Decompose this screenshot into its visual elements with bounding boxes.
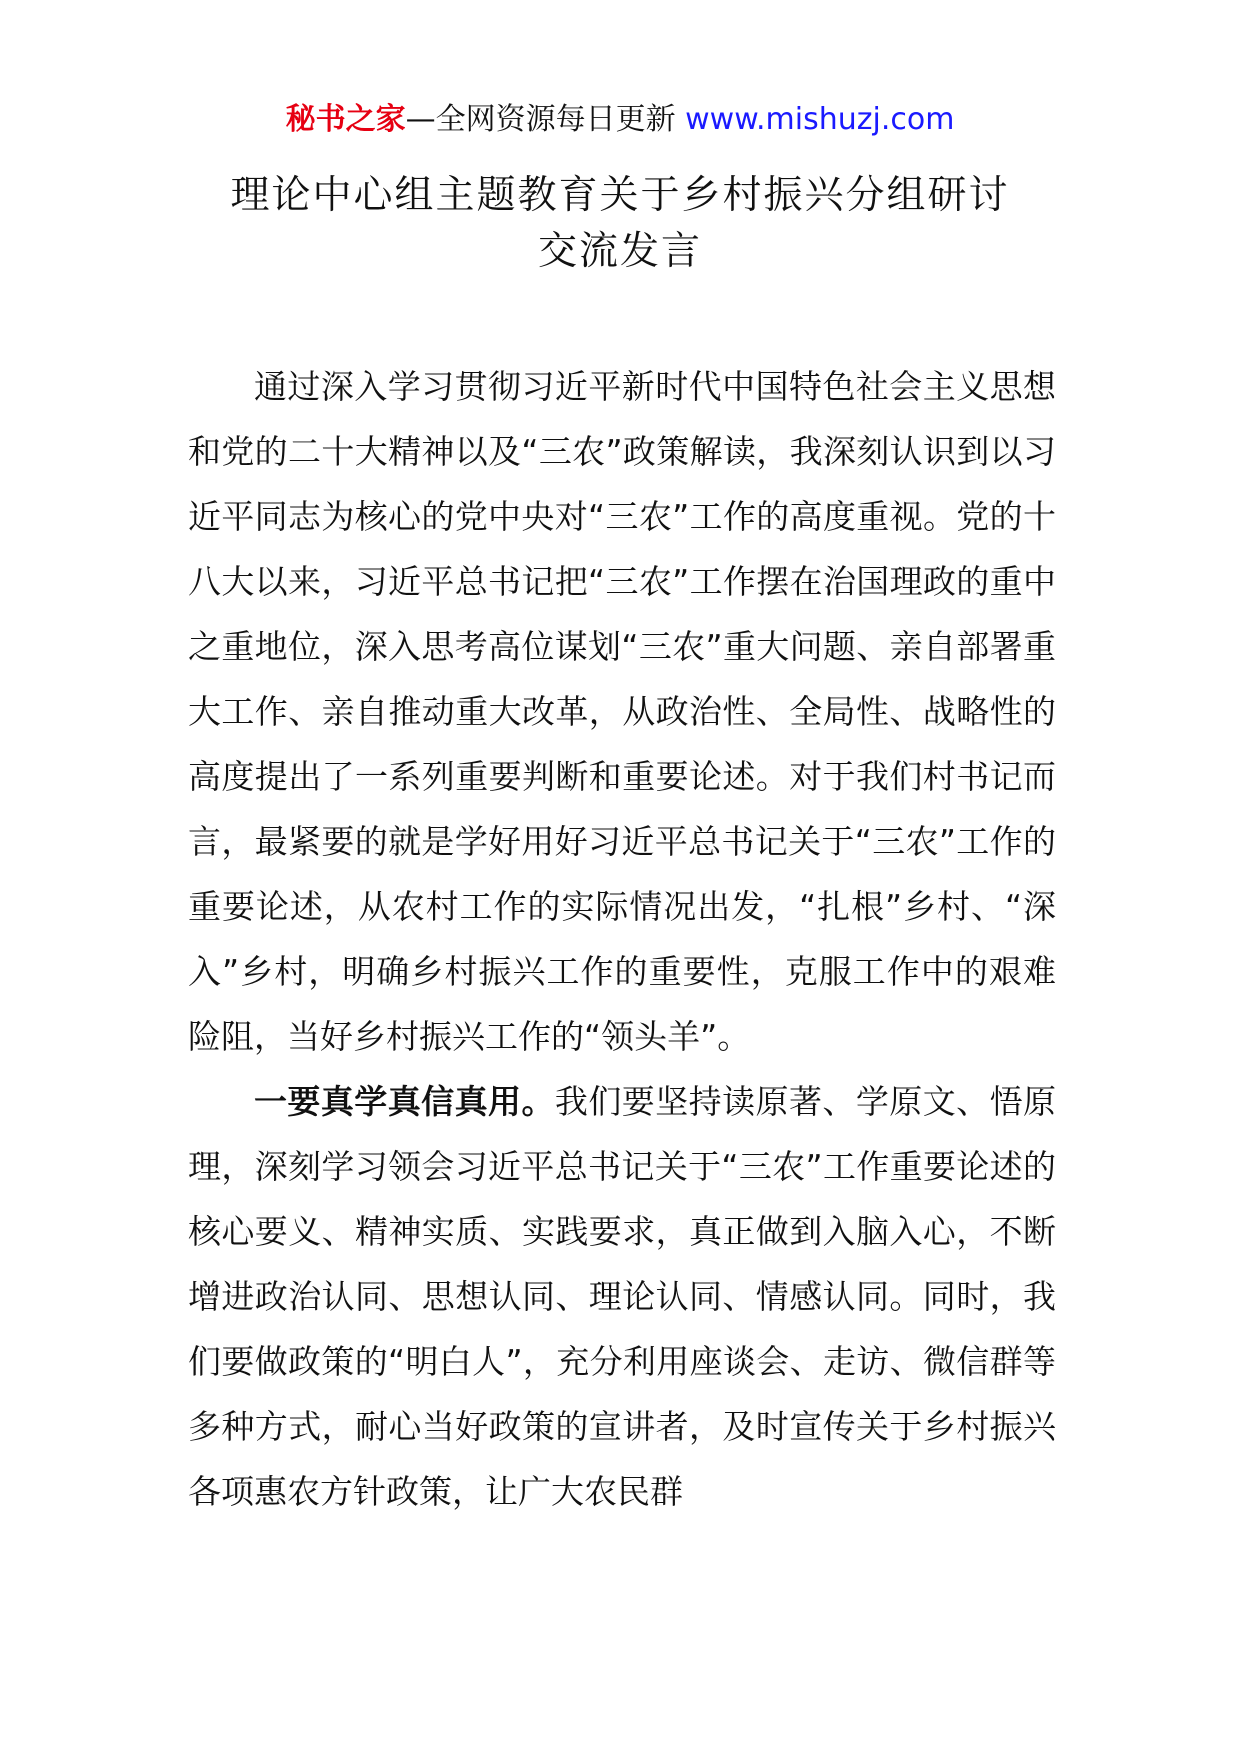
title-line-1: 理论中心组主题教育关于乡村振兴分组研讨 <box>230 173 1010 218</box>
brand-name: 秘书之家 <box>285 102 406 137</box>
site-header <box>0 100 1240 140</box>
paragraph-section-1 <box>188 1069 1056 1524</box>
title-line-2: 交流发言 <box>537 229 702 274</box>
section-heading: 一要真学真信真用。 <box>254 1082 555 1121</box>
paragraph-intro: 通过深入学习贯彻习近平新时代中国特色社会主义思想和党的二十大精神以及“三农”政策解读，我深刻认识到以习近平同志为核心的党中央对“三农”工作的高度重视。党的十八大以来，习近平总书记把“三农”工作摆在治国理政的重中之重地位，深入思考高位谋划“三农”重大问题、亲自部署重大工作、亲自推动重大改革，从政治性、全局性、战略性的高度提出了一系列重要判断和重要论述。对于我们村书记而言，最紧要的就是学好用好习近平总书记关于“三农”工作的重要论述，从农村工作的实际情况出发，“扎根”乡村、“深入”乡村，明确乡村振兴工作的重要性，克服工作中的艰难险阻，当好乡村振兴工作的“领头羊”。 <box>188 367 1056 1056</box>
site-url-link[interactable]: www.mishuzj.com <box>685 102 955 137</box>
document-body <box>188 354 1056 1524</box>
document-title <box>0 168 1240 280</box>
section-body: 我们要坚持读原著、学原文、悟原理，深刻学习领会习近平总书记关于“三农”工作重要论述的核心要义、精神实质、实践要求，真正做到入脑入心，不断增进政治认同、思想认同、理论认同、情感认同。同时，我们要做政策的“明白人”，充分利用座谈会、走访、微信群等多种方式，耐心当好政策的宣讲者，及时宣传关于乡村振兴各项惠农方针政策，让广大农民群 <box>188 1082 1057 1511</box>
header-tagline: —全网资源每日更新 <box>405 102 686 137</box>
